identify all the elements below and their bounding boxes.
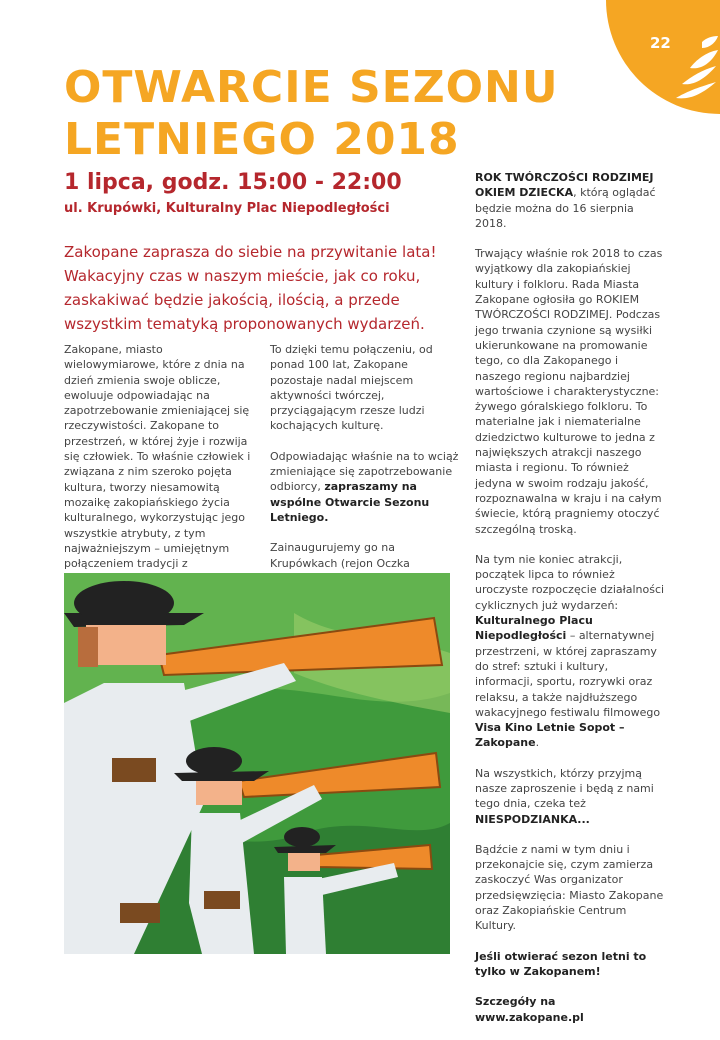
children-painting-image (64, 573, 450, 954)
paragraph: Zakopane, miasto wielowymiarowe, które z dnia na dzień zmienia swoje oblicze, ewoluuje odpowiadając na zapotrzebowanie zmieniającej się rzeczywistości. Zakopane to przestrzeń, w której żyje i rozwija się człowiek. To właśnie człowiek i związana z nim szeroko pojęta kultura, tworzy niesamowitą mozaikę zakopiańskiego życia kulturalnego, wykorzystując jego wszystkie atrybuty, z tym najważniejszym – umiejętnym połączeniem tradycji z (64, 343, 251, 571)
paragraph: Jeśli otwierać sezon letni to tylko w Zakopanem! (475, 949, 647, 978)
paragraph: ROK TWÓRCZOŚCI RODZIMEJ OKIEM DZIECKA, którą oglądać będzie można do 16 sierpnia 2018. (475, 171, 656, 230)
paragraph: Bądźcie z nami w tym dniu i przekonajcie się, czym zamierza zaskoczyć Was organizator przedsięwzięcia: Miasto Zakopane oraz Zakopiańskie Centrum Kultury. (475, 842, 664, 933)
event-location: ul. Krupówki, Kulturalny Plac Niepodległości (64, 201, 390, 216)
paragraph: Odpowiadając właśnie na to wciąż zmieniające się zapotrzebowanie odbiorcy, zapraszamy na wspólne Otwarcie Sezonu Letniego. (270, 449, 459, 524)
page-title: OTWARCIE SEZONU LETNIEGO 2018 (64, 62, 559, 165)
lead-paragraph: Zakopane zaprasza do siebie na przywitanie lata! Wakacyjny czas w naszym mieście, jak co roku, zaskakiwać będzie jakością, ilością, a przede wszystkim tematyką proponowanych wydarzeń. (64, 243, 437, 333)
wheat-icon (672, 36, 720, 116)
paragraph: Na tym nie koniec atrakcji, początek lipca to również uroczyste rozpoczęcie działalności cyklicznych już wydarzeń: Kulturalnego Placu Niepodległości – alternatywnej przestrzeni, w której zapraszamy do stref: sztuki i kultury, informacji, sportu, rozrywki oraz relaksu, a także najdłuższego wakacyjnego festiwalu filmowego Visa Kino Letnie Sopot – Zakopane. (475, 552, 665, 750)
paragraph: Na wszystkich, którzy przyjmą naszе zaproszenie i będą z nami tego dnia, czeka też NIESPODZIANKA... (475, 766, 654, 826)
text-column-1 (64, 342, 260, 602)
event-date: 1 lipca, godz. 15:00 - 22:00 (64, 170, 402, 195)
website-link[interactable]: Szczegóły na www.zakopane.pl (475, 995, 584, 1024)
paragraph: To dzięki temu połączeniu, od ponad 100 lat, Zakopane pozostaje nadal miejscem aktywności twórczej, przyciągającym rzesze ludzi kochających kulturę. (270, 343, 433, 433)
page-number: 22 (650, 34, 671, 52)
paragraph: Zainaugurujemy go na Krupówkach (rejon Oczka (270, 541, 410, 570)
text-column-3 (475, 170, 665, 1040)
paragraph: Trwający właśnie rok 2018 to czas wyjątkowy dla zakopiańskiej kultury i folkloru. Rada Miasta Zakopane ogłosiła go ROKIEM TWÓRCZOŚCI RODZIMEJ. Podczas jego trwania czynione są wysiłki ukierunkowane na promowanie tego, co dla Zakopanego i naszego regionu najbardziej wartościowe i charakterystyczne: żywego góralskiego folkloru. To materialne jak i niematerialne dziedzictwo kulturowe to jedna z największych atrakcji naszego miasta i regionu. To również jedyna w swoim rodzaju jakość, rozpoznawalna w kraju i na całym świecie, którą pragniemy otoczyć szczególną troską. (475, 247, 663, 536)
